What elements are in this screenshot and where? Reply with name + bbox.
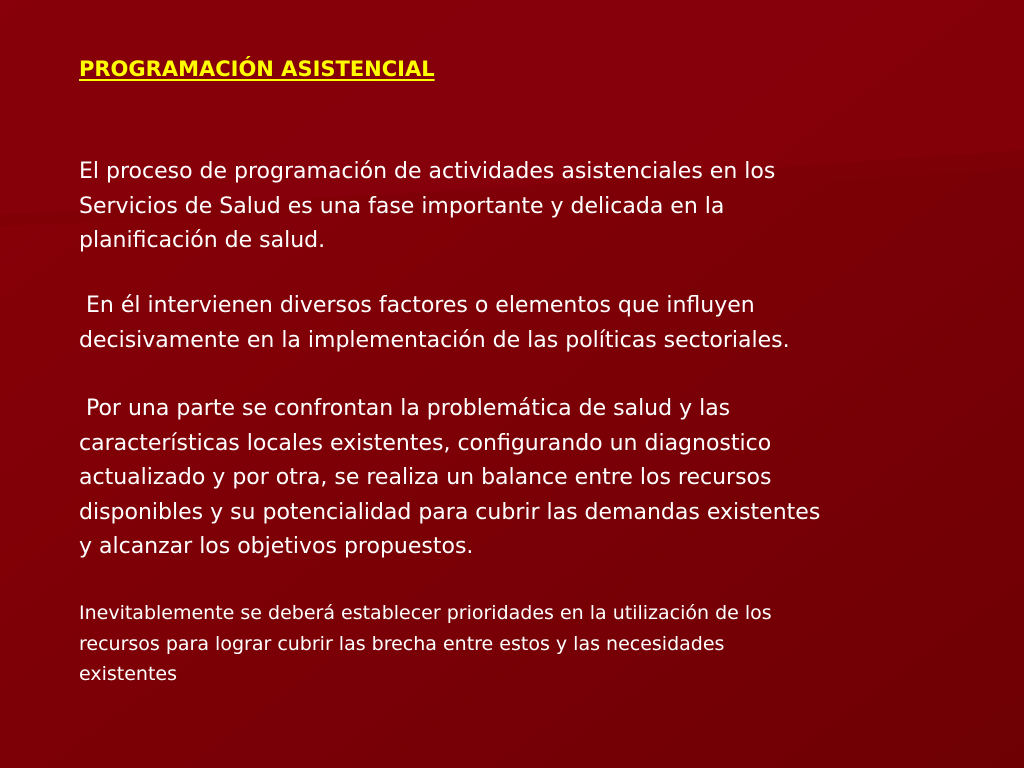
text-line: características locales existentes, configurando un diagnostico	[79, 430, 772, 456]
paragraph-factors	[79, 289, 790, 358]
text-line: Servicios de Salud es una fase importante y delicada en la	[79, 193, 725, 219]
text-line: Inevitablemente se deberá establecer prioridades en la utilización de los	[79, 602, 772, 624]
text-line: decisivamente en la implementación de las políticas sectoriales.	[79, 327, 790, 353]
paragraph-programming-process	[79, 155, 775, 259]
text-line: El proceso de programación de actividades asistenciales en los	[79, 159, 776, 184]
text-line: actualizado y por otra, se realiza un balance entre los recursos	[79, 465, 772, 490]
text-line: recursos para lograr cubrir las brecha entre estos y las necesidades	[79, 632, 725, 655]
text-line: planificación de salud.	[79, 228, 326, 253]
paragraph-diagnosis-balance	[79, 392, 820, 565]
paragraph-priorities	[79, 598, 772, 690]
slide-title: PROGRAMACIÓN ASISTENCIAL	[79, 57, 435, 81]
text-line: disponibles y su potencialidad para cubrir las demandas existentes	[79, 499, 821, 525]
text-line: Por una parte se confrontan la problemática de salud y las	[79, 396, 731, 421]
text-line: y alcanzar los objetivos propuestos.	[79, 534, 474, 559]
text-line: existentes	[79, 663, 177, 685]
text-line: En él intervienen diversos factores o elementos que influyen	[79, 293, 755, 318]
